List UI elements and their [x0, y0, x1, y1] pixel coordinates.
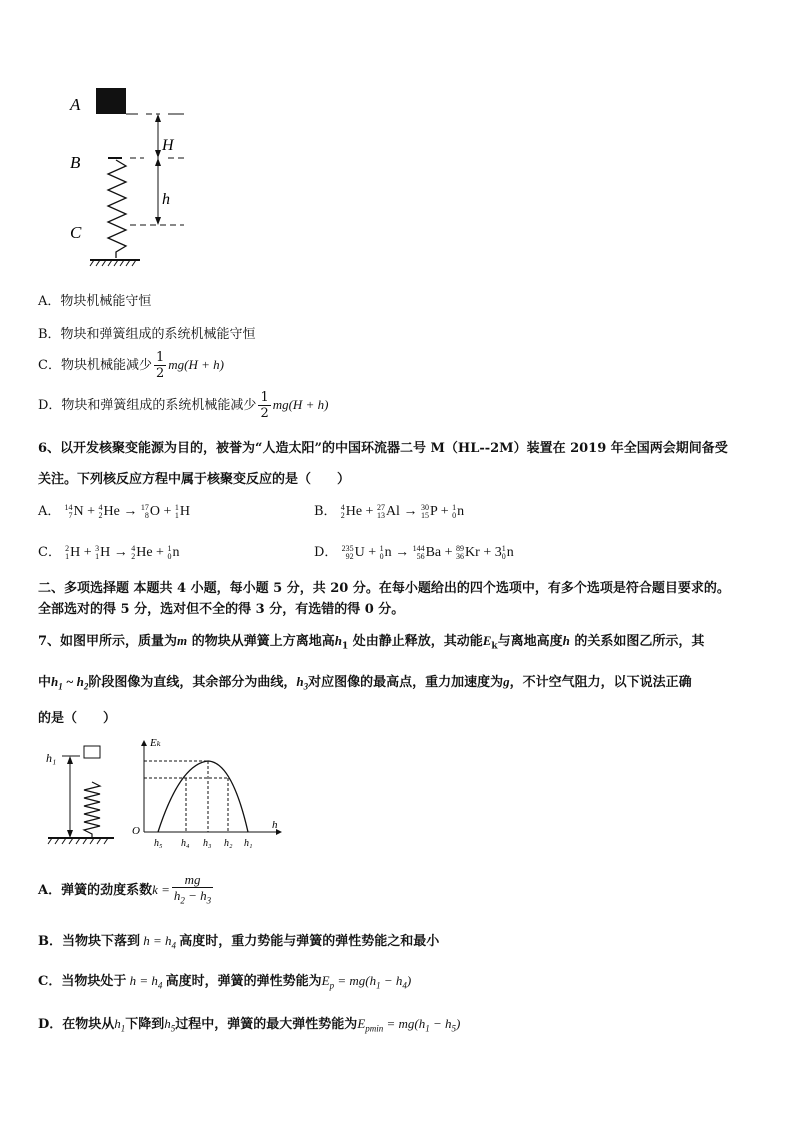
figure-ek-graph — [128, 734, 288, 854]
origin-label: O — [132, 825, 140, 837]
q6-option-a[interactable]: A． 14 7 N + 4 2 He → 17 8 O + 1 1 H — [38, 502, 191, 520]
label-a: A — [70, 95, 81, 114]
axis-x-label: h — [272, 819, 278, 831]
tick-h1: h₁ — [244, 838, 253, 849]
figure-spring-height — [42, 740, 127, 850]
axis-y-label: Eₖ — [150, 737, 161, 749]
q6-option-b[interactable]: B． 4 2 He + 27 13 Al → 30 15 P + 1 0 n — [314, 502, 465, 520]
label-H: H — [162, 137, 174, 154]
tick-h3: h₃ — [203, 838, 212, 849]
q5-option-d[interactable]: D．物块和弹簧组成的系统机械能减少 $\frac{1}{2}$ mg(H + h) — [38, 390, 329, 421]
label-c: C — [70, 223, 82, 242]
q5-option-c[interactable]: C．物块机械能减少 $\frac{1}{2}$ mg(H + h) — [38, 350, 224, 381]
section2-line1: 二、多项选择题 本题共 4 小题，每小题 5 分，共 20 分。在每小题给出的四个选项中，有多个选项是符合题目要求的。 — [38, 581, 730, 596]
section2-line2: 全部选对的得 5 分，选对但不全的得 3 分，有选错的得 0 分。 — [38, 602, 405, 617]
ek-curve — [158, 761, 248, 832]
tick-h5: h₅ — [154, 838, 163, 849]
label-h: h — [162, 191, 170, 208]
q5-option-b[interactable]: B．物块和弹簧组成的系统机械能守恒 — [38, 327, 256, 342]
q7-stem-line3: 的是（ ） — [38, 711, 117, 726]
q7-stem-line1: 7、如图甲所示，质量为m 的物块从弹簧上方离地高$h_1$ 处由静止释放，其动能$E_k$与离地高度h 的关系如图乙所示，其 — [38, 633, 705, 652]
q7-option-c[interactable]: C．当物块处于 $h = h_4$ 高度时，弹簧的弹性势能为$E_p = mg(h_1 - h_4)$ — [38, 973, 412, 991]
small-block — [84, 746, 100, 758]
q6-stem-line1: 6、以开发核聚变能源为目的，被誉为“人造太阳”的中国环流器二号 M（HL--2M）装置在 2019 年全国两会期间备受 — [38, 441, 728, 456]
block — [96, 88, 126, 114]
q6-stem-line2: 关注。下列核反应方程中属于核聚变反应的是（ ） — [38, 472, 351, 487]
q7-option-b[interactable]: B．当物块下落到 $h = h_4$ 高度时，重力势能与弹簧的弹性势能之和最小 — [38, 933, 440, 951]
figure-spring-block — [60, 80, 210, 280]
tick-h2: h₂ — [224, 838, 233, 849]
q7-option-a[interactable]: A．弹簧的劲度系数k = $\frac{mg}{h_2 - h_3}$ — [38, 872, 212, 906]
label-b: B — [70, 153, 81, 172]
tick-h4: h₄ — [181, 838, 190, 849]
q5-option-a[interactable]: A．物块机械能守恒 — [38, 294, 152, 309]
q6-option-d[interactable]: D． 235 92 U + 1 0 n → 144 56 Ba + 89 36 Kr + 3 1 0 n — [314, 543, 514, 561]
tick-labels — [154, 838, 252, 849]
q6-option-c[interactable]: C． 2 1 H + 3 1 H → 4 2 He + 1 0 n — [38, 543, 180, 561]
fig2-h1-label: h₁ — [46, 751, 57, 765]
q7-stem-line2: 中$h_1$ ~ $h_2$阶段图像为直线，其余部分为曲线，$h_3$对应图像的最高点，重力加速度为g，不计空气阻力，以下说法正确 — [38, 674, 692, 692]
q7-option-d[interactable]: D．在物块从$h_1$下降到$h_5$过程中，弹簧的最大弹性势能为$E_{pmin} = mg(h_1 - h_5)$ — [38, 1016, 461, 1034]
spring — [108, 160, 126, 258]
